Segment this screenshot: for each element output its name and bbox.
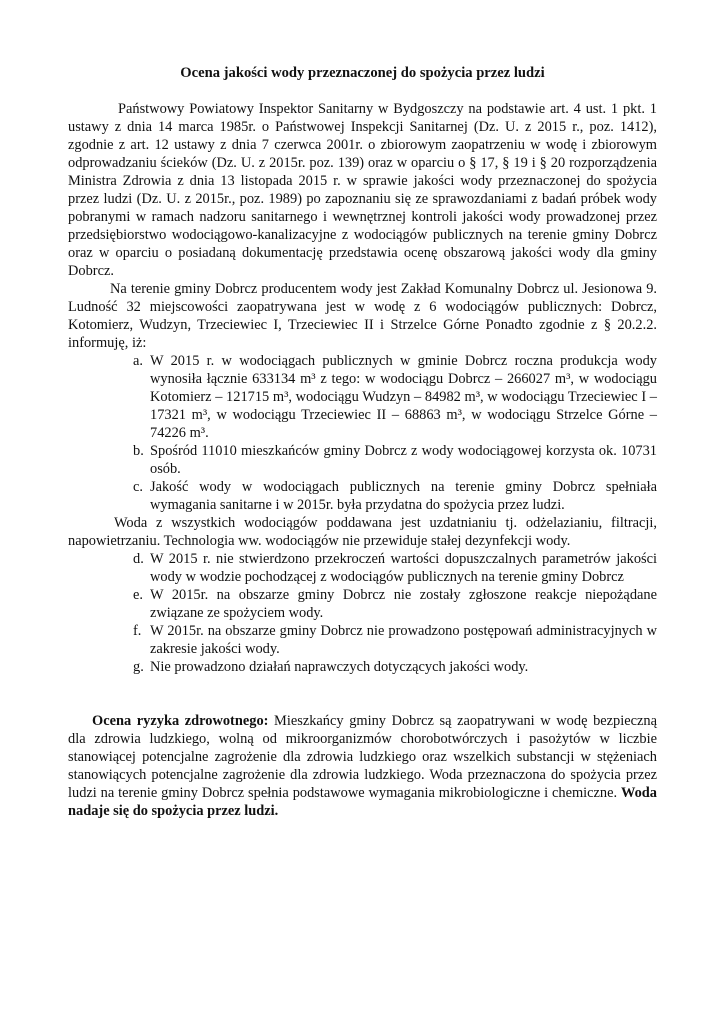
list-item-text: Jakość wody w wodociągach publicznych na terenie gminy Dobrcz spełniała wymagania sanitarne i w 2015r. była przydatna do spożycia przez ludzi. [150,479,657,513]
list-item [68,622,657,658]
intro-paragraph: Państwowy Powiatowy Inspektor Sanitarny w Bydgoszczy na podstawie art. 4 ust. 1 pkt. 1 ustawy z dnia 14 marca 1985r. o Państwowej Inspekcji Sanitarnej (Dz. U. z 2015 r., poz. 1412), zgodnie z art. 12 ustawy z dnia 7 czerwca 2001r. o zbiorowym zaopatrzeniu w wodę i zbiorowym odprowadzaniu ścieków (Dz. U. z 2015r. poz. 139) oraz w oparciu o § 17, § 19 i § 20 rozporządzenia Ministra Zdrowia z dnia 13 listopada 2015 r. w sprawie jakości wody przeznaczonej do spożycia przez ludzi (Dz. U. z 2015r., poz. 1989) po zapoznaniu się ze sprawozdaniami z badań próbek wody pobranymi w ramach nadzoru sanitarnego i wewnętrznej kontroli jakości wody prowadzonej przez przedsiębiorstwo wodociągowo-kanalizacyjne z wodociągów publicznych na terenie gminy Dobrcz oraz w oparciu o posiadaną dokumentację przedstawia ocenę obszarową jakości wody dla gminy Dobrcz. [68,101,657,279]
list-item-text: W 2015 r. w wodociągach publicznych w gminie Dobrcz roczna produkcja wody wynosiła łącznie 633134 m³ z tego: w wodociągu Dobrcz – 266027 m³, w wodociągu Kotomierz – 121715 m³, wodociągu Wudzyn – 84982 m³, w wodociągu Trzeciewiec I – 17321 m³, w wodociągu Trzeciewiec II – 68863 m³, w wodociągu Strzelce Górne – 74226 m³. [150,353,657,441]
producer-paragraph: Na terenie gminy Dobrcz producentem wody jest Zakład Komunalny Dobrcz ul. Jesionowa 9. Ludność 32 miejscowości zaopatrywana jest w wodę z 6 wodociągów publicznych: Dobrcz, Kotomierz, Wudzyn, Trzeciewiec I, Trzeciewiec II i Strzelce Górne Ponadto zgodnie z § 20.2.2. informuję, iż: [68,281,657,351]
list-item [68,658,657,676]
list-item-text: Spośród 11010 mieszkańców gminy Dobrcz z wody wodociągowej korzysta ok. 10731 osób. [150,443,657,477]
document-page [68,64,657,820]
list-marker: g. [133,659,144,675]
risk-assessment-paragraph [68,712,657,820]
risk-body: Mieszkańcy gminy Dobrcz są zaopatrywani w wodę bezpieczną dla zdrowia ludzkiego, wolną od mikroorganizmów chorobotwórczych i pasożytów w liczbie stanowiącej potencjalne zagrożenie dla zdrowia ludzkiego oraz wszelkich substancji w stężeniach stanowiących potencjalne zagrożenie dla zdrowia ludzkiego. Woda przeznaczona do spożycia przez ludzi na terenie gminy Dobrcz spełnia podstawowe wymagania mikrobiologiczne i chemiczne. [68,713,657,801]
document-title: Ocena jakości wody przeznaczonej do spożycia przez ludzi [180,65,545,81]
list-marker: f. [133,623,142,639]
list-item-text: W 2015r. na obszarze gminy Dobrcz nie prowadzono postępowań administracyjnych w zakresie jakości wody. [150,623,657,657]
list-marker: c. [133,479,143,495]
list-item [68,442,657,478]
list-item [68,352,657,442]
list-item-text: W 2015r. na obszarze gminy Dobrcz nie zostały zgłoszone reakcje niepożądane związane ze spożyciem wody. [150,587,657,621]
risk-conclusion: Woda nadaje się do spożycia przez ludzi. [68,785,657,819]
list-marker: b. [133,443,144,459]
list-item-text: Nie prowadzono działań naprawczych dotyczących jakości wody. [150,659,529,675]
list-marker: e. [133,587,143,603]
list-marker: d. [133,551,144,567]
list-item [68,478,657,514]
findings-list-one [68,352,657,514]
list-item [68,550,657,586]
risk-heading: Ocena ryzyka zdrowotnego: [92,713,269,729]
findings-list-two [68,550,657,676]
list-marker: a. [133,353,143,369]
treatment-note: Woda z wszystkich wodociągów poddawana jest uzdatnianiu tj. odżelazianiu, filtracji, napowietrzaniu. Technologia ww. wodociągów nie przewiduje stałej dezynfekcji wody. [68,515,657,549]
list-item [68,586,657,622]
section-spacer [68,676,657,712]
list-item-text: W 2015 r. nie stwierdzono przekroczeń wartości dopuszczalnych parametrów jakości wody w wodzie pochodzącej z wodociągów publicznych na terenie gminy Dobrcz [150,551,657,585]
